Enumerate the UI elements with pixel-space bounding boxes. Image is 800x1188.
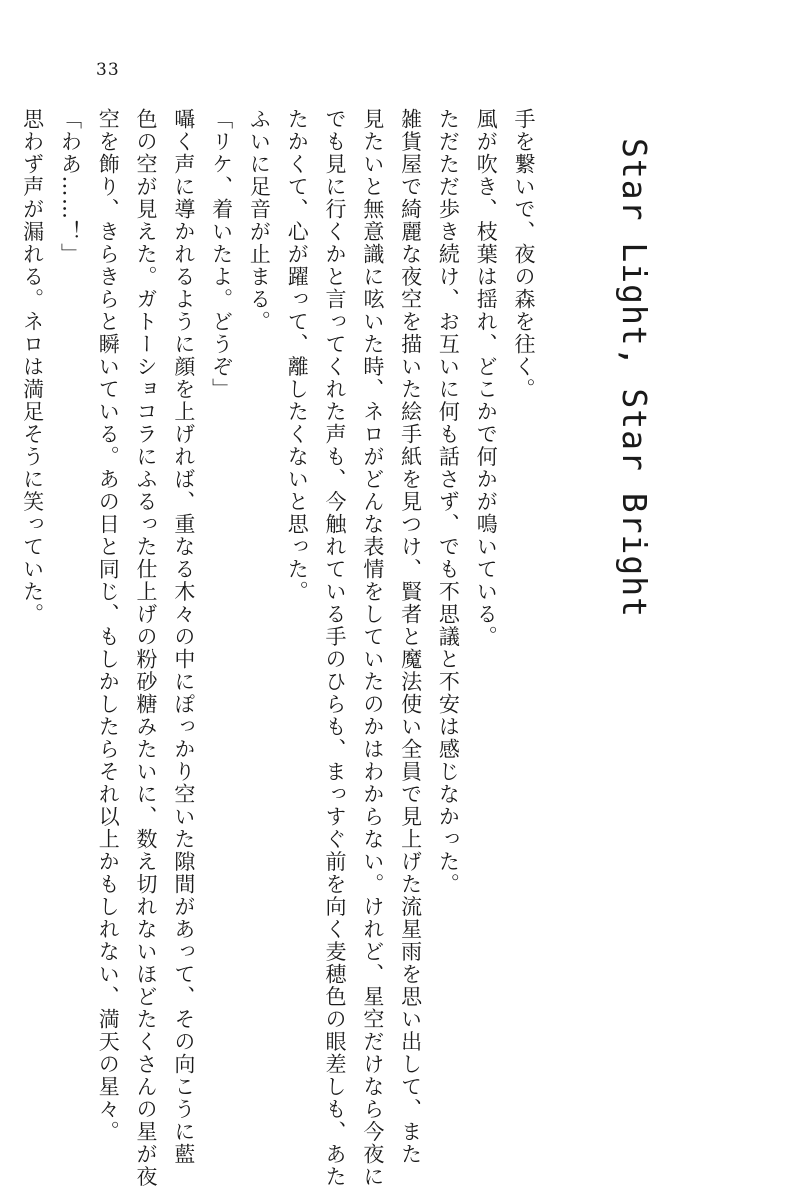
text-line: 風が吹き、枝葉は揺れ、どこかで何かが鳴いている。 — [474, 108, 499, 648]
text-line: 空を飾り、きらきらと瞬いている。あの日と同じ、もしかしたらそれ以上かもしれない、満天の星々。 — [96, 108, 121, 1143]
text-line: でも見に行くかと言ってくれた声も、今触れている手のひらも、まっすぐ前を向く麦穂色の眼差しも、あた — [323, 108, 348, 1188]
text-line: 囁く声に導かれるように顔を上げれば、重なる木々の中にぽっかり空いた隙間があって、その向こうに藍 — [171, 108, 196, 1166]
text-line: ただただ歩き続け、お互いに何も話さず、でも不思議と不安は感じなかった。 — [436, 108, 461, 896]
text-line: たかくて、心が躍って、離したくないと思った。 — [285, 108, 310, 603]
text-line: 色の空が見えた。ガトーショコラにふるった仕上げの粉砂糖みたいに、数え切れないほどたくさんの星が夜 — [134, 108, 159, 1188]
chapter-title: Star Light, Star Bright — [615, 138, 654, 618]
text-line: 手を繋いで、夜の森を往く。 — [512, 108, 536, 401]
dialogue-line: 「わあ……！」 — [58, 108, 83, 266]
text-line: 雑貨屋で綺麗な夜空を描いた絵手紙を見つけ、賢者と魔法使い全員で見上げた流星雨を思い出して、また — [398, 108, 423, 1166]
text-line: ふいに足音が止まる。 — [247, 108, 272, 333]
text-line: 見たいと無意識に呟いた時、ネロがどんな表情をしていたのかはわからない。けれど、星空だけなら今夜に — [360, 108, 385, 1188]
text-line: 思わず声が漏れる。ネロは満足そうに笑っていた。 — [20, 108, 45, 626]
dialogue-line: 「リケ、着いたよ。どうぞ」 — [209, 108, 234, 401]
page-number: 33 — [96, 60, 120, 80]
body-text — [13, 108, 542, 1188]
